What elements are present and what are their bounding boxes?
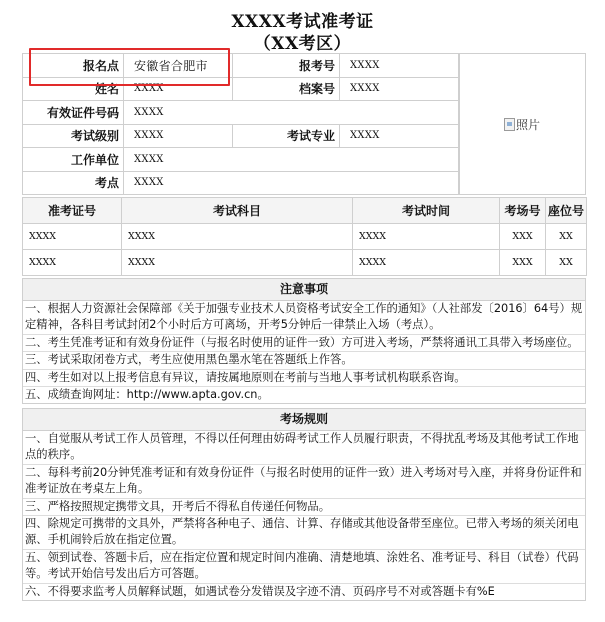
list-item: 五、领到试卷、答题卡后，应在指定位置和规定时间内准确、清楚地填、涂姓名、准考证号、科目（试卷）代码等。考试开始信号发出后方可答题。 (23, 550, 585, 584)
list-item: 三、严格按照规定携带文具，开考后不得私自传递任何物品。 (23, 499, 585, 516)
list-item: 四、考生如对以上报考信息有异议，请按属地原则在考前与当地人事考试机构联系咨询。 (23, 370, 585, 387)
photo-box (458, 53, 586, 195)
list-item: 三、考试采取闭卷方式，考生应使用黑色墨水笔在答题纸上作答。 (23, 352, 585, 369)
broken-image-icon (504, 118, 515, 131)
list-item: 一、根据人力资源社会保障部《关于加强专业技术人员资格考试安全工作的通知》（人社部发〔2016〕64号）规定精神，各科目考试封闭2个小时后方可离场，开考5分钟后一律禁止入场（考点）。 (23, 301, 585, 335)
seat-no-cell: XX (546, 250, 587, 276)
exam-schedule-table (22, 197, 587, 276)
archive-no-label: 档案号 (233, 77, 340, 101)
list-item: 二、考生凭准考证和有效身份证件（与报名时使用的证件一致）方可进入考场，严禁将通讯工具带入考场座位。 (23, 335, 585, 352)
archive-no-value: XXXX (340, 77, 460, 101)
exam-site-label: 报名点 (23, 54, 124, 78)
column-header: 准考证号 (23, 198, 122, 224)
list-item: 二、每科考前20分钟凭准考证和有效身份证件（与报名时使用的证件一致）进入考场对号入座，并将身份证件和准考证放在考桌左上角。 (23, 465, 585, 499)
id-number-value: XXXX (124, 101, 460, 125)
subject-cell: XXXX (122, 224, 353, 250)
column-header: 座位号 (546, 198, 587, 224)
exam-time-cell: XXXX (353, 224, 500, 250)
column-header: 考场号 (500, 198, 546, 224)
photo-cell (459, 54, 586, 195)
notes-section (22, 278, 586, 404)
admission-no-cell: XXXX (23, 224, 122, 250)
card-title: XXXX考试准考证 (231, 12, 374, 32)
column-header: 考试时间 (353, 198, 500, 224)
photo-alt-text: 照片 (515, 117, 540, 132)
employer-value: XXXX (124, 148, 460, 172)
rules-section (22, 408, 586, 601)
seat-no-cell: XX (546, 224, 587, 250)
exam-table-header-row (23, 198, 587, 224)
exam-major-value: XXXX (340, 124, 460, 148)
exam-major-label: 考试专业 (233, 124, 340, 148)
exam-level-label: 考试级别 (23, 124, 124, 148)
list-item: 一、自觉服从考试工作人员管理，不得以任何理由妨碍考试工作人员履行职责，不得扰乱考场及其他考试工作地点的秩序。 (23, 431, 585, 465)
id-number-label: 有效证件号码 (23, 101, 124, 125)
employer-label: 工作单位 (23, 148, 124, 172)
column-header: 考试科目 (122, 198, 353, 224)
subject-cell: XXXX (122, 250, 353, 276)
reg-no-label: 报考号 (233, 54, 340, 78)
exam-level-value: XXXX (124, 124, 233, 148)
notes-title: 注意事项 (23, 279, 585, 301)
exam-site-highlight-box (29, 48, 230, 86)
room-no-cell: XXX (500, 250, 546, 276)
test-center-value: XXXX (124, 171, 460, 195)
list-item: 六、不得要求监考人员解释试题，如遇试卷分发错误及字迹不清、页码序号不对或答题卡有%E (25, 584, 495, 598)
name-label: 姓名 (23, 77, 124, 101)
admission-no-cell: XXXX (23, 250, 122, 276)
table-row (23, 250, 587, 276)
table-row (23, 224, 587, 250)
list-item: 四、除规定可携带的文具外，严禁将各种电子、通信、计算、存储或其他设备带至座位。已带入考场的须关闭电源、手机闹铃后放在指定位置。 (23, 516, 585, 550)
reg-no-value: XXXX (340, 54, 460, 78)
name-value: XXXX (124, 77, 233, 101)
rules-title: 考场规则 (23, 409, 585, 431)
card-subtitle: （XX考区） (253, 34, 352, 54)
list-item: 五、成绩查询网址：http://www.apta.gov.cn。 (25, 388, 269, 402)
test-center-label: 考点 (23, 171, 124, 195)
exam-time-cell: XXXX (353, 250, 500, 276)
exam-site-value: 安徽省合肥市 (124, 54, 233, 78)
room-no-cell: XXX (500, 224, 546, 250)
